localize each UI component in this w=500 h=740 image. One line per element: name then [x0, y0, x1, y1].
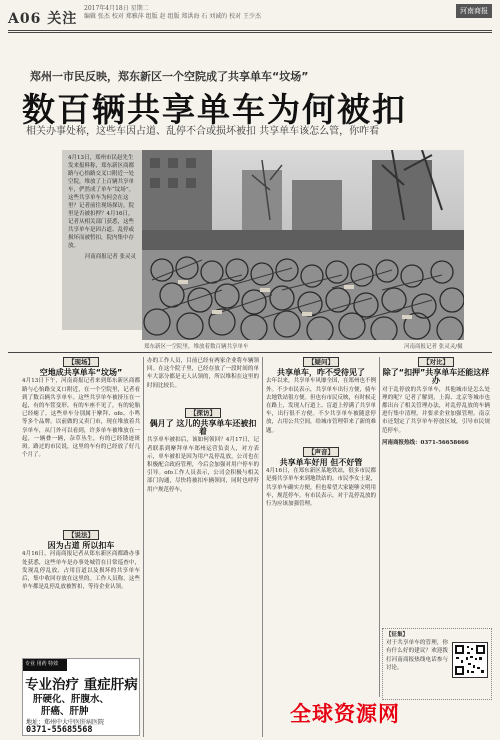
visit-title: 偶月了 这儿的共享单车还被扣着: [149, 419, 257, 437]
column-divider-3: [379, 357, 380, 697]
column-visit: [147, 357, 259, 735]
voice-label: 【声音】: [303, 447, 339, 457]
kicker: 郑州一市民反映，郑东新区一个空院成了共享单车“坟场”: [30, 70, 309, 83]
scene-label: 【现场】: [63, 357, 99, 367]
visit-label: 【探访】: [185, 408, 221, 418]
column-compare: [382, 357, 490, 619]
statement-body: 4月16日，河南商报记者从郑东新区商都路办事处获悉，这些单车是办事处城管在日常巡查中，发现乱停乱放、占用盲道以及损坏的共享单车后，集中收回存放在这里的。工作人员称，这些单车都是乱停乱放被暂扣，等待企业认领。: [22, 551, 140, 591]
page-header: [0, 0, 500, 44]
question-body: 去年以来，共享单车风靡全国，在郑州也不例外。不少市民表示，共享单车出行方便，骑车去地铁站很方便。但也有市民反映，有时候走在路上，发现人行道上、盲道上停满了共享单车，出行很不方便。不少共享单车被随意停放，占用公共空间，给城市管理带来了新的难题。: [266, 378, 376, 434]
lead-box: [62, 150, 142, 330]
compare-title: 除了“扣押”共享单车还能这样办: [382, 368, 490, 386]
statement-title: 因为占道 所以扣车: [47, 541, 115, 551]
ad-line3: 肝癌、肝肿: [41, 706, 89, 717]
page-label: A06 关注: [8, 11, 78, 27]
call-body: 对于共享单车的管理，你有什么好的建议？欢迎拨打河南商报热线电话参与讨论。: [386, 640, 448, 671]
voice-title: 共享单车好用 但不好管: [279, 458, 363, 468]
qr-code[interactable]: [452, 642, 488, 678]
statement-head: [22, 530, 140, 550]
meta-editors: 编辑 张杰 校对 郑雅萍 组版 赵 组版 郑洪海 石 刘诚的 校对 王少杰: [84, 13, 261, 20]
subhead: 相关办事处称，这些车因占道、乱停不合或损坏被扣 共享单车该怎么管，你咋看: [26, 126, 380, 137]
section-rule: [8, 352, 492, 353]
question-label: 【疑问】: [303, 357, 339, 367]
watermark: 全球资源网: [290, 702, 400, 726]
scene-title: 空地成共享单车“坟场”: [39, 368, 123, 378]
call-label: 【征集】: [386, 632, 409, 638]
hotline: 河南商报热线：0371-56658666: [382, 439, 469, 446]
visit-body-top: 办的工作人员，目前已经有两家企业将车辆领回。在这个院子里，已经存放了一段时间的单车大部分都是无人认领的，所以堆积在这里的时间比较长。: [147, 358, 259, 389]
compare-body: 对于乱停放的共享单车，其他城市是怎么处理的呢？记者了解到，上海、北京等城市也都出台了相关管理办法，对乱停乱放的车辆进行集中清理，并要求企业加强管理。南京市还划定了共享单车停放区域，引导市民规范停车。: [382, 386, 490, 434]
column-divider-2: [262, 357, 263, 737]
news-photo: [142, 150, 464, 340]
page-meta: [84, 5, 444, 21]
ad-line1: 专业治疗 重症肝病: [25, 677, 138, 693]
column-divider-1: [143, 357, 144, 737]
ad-line2: 肝硬化、肝腹水、: [33, 694, 110, 705]
photo-credit: 河南商报记者 张灵灵/摄: [404, 344, 463, 350]
meta-date: 2017年4月18日 星期二: [84, 5, 149, 12]
lead-signature: 河南商报记者 张灵灵: [84, 254, 136, 260]
column-question: [266, 357, 376, 735]
statement-label: 【说法】: [63, 530, 99, 540]
compare-label: 【对比】: [418, 357, 454, 367]
header-rule-thin: [8, 32, 492, 33]
compare-head: [382, 357, 490, 386]
section-tag: 河南商报: [456, 4, 492, 18]
qr-code-icon: [453, 643, 487, 677]
ad-address: 地址：郑州中大中医肝病医院: [26, 719, 105, 726]
voice-head: [266, 447, 376, 467]
headline: 数百辆共享单车为何被扣: [22, 90, 407, 129]
bike-pile-photo: [142, 150, 464, 340]
visit-body: 共享单车被扣后，该如何领回？4月17日，记者联系到摩拜单车郑州运营负责人，对方表示，单车被扣是因为用户乱停乱放，公司也在积极配合政府管理，今后会加强对用户停车的引导。ofo工作人员表示，公司会积极与相关部门沟通，尽快将被扣车辆领回，同时也呼吁用户规范停车。: [147, 437, 259, 493]
ad-phone: 0371-55685568: [26, 725, 93, 735]
ad-top-label: 专业 用药 特效: [23, 659, 67, 671]
photo-caption: 郑东新区一空院里，堆放着数百辆共享单车: [144, 344, 249, 350]
scene-head: [22, 357, 140, 377]
header-rule: [8, 30, 492, 31]
question-head: [266, 357, 376, 377]
hospital-ad: [22, 658, 140, 736]
lead-body: 4月13日，郑州市民赵先生发来报料称，郑东新区商都路与心怡路交叉口附近一处空院，堆放了上百辆共享单车，俨然成了单车“坟场”。这些共享单车为何会在这里？记者前往现场探访，院里是否被扣押？4月16日，记者从相关部门获悉，这些共享单车是因占道、乱停或损坏而被暂扣，院内集中存放。: [68, 155, 135, 249]
scene-body: 4月13日下午，河南商报记者来到郑东新区商都路与心怡路交叉口附近，在一个空院里，记者看到了数百辆共享单车。这些共享单车被挤压在一起，有的车筐变形，有的车座不见了，有的轮胎已经瘪了。这些单车分别属于摩拜、ofo、小鸣等多个品牌。以前做的义卖门市，现在堆放着共享单车，从门外可以看到，许多单车被堆放在一起，一辆叠一辆，杂草丛生，有的已经锈迹斑斑。路过的市民说，这里的车有的已经放了好几个月了。: [22, 378, 140, 459]
question-title: 共享单车，咋不受待见了: [277, 368, 365, 378]
visit-head: [147, 408, 259, 437]
column-scene: [22, 357, 140, 527]
voice-body: 4月16日，在郑东新区某地铁站，很多市民都是骑共享单车来到地铁站的。市民李女士说，共享单车确实方便，但也希望大家能够文明用车，规范停车。有市民表示，对于乱停乱放的行为应该加强管理。: [266, 468, 376, 508]
column-statement: [22, 530, 140, 654]
